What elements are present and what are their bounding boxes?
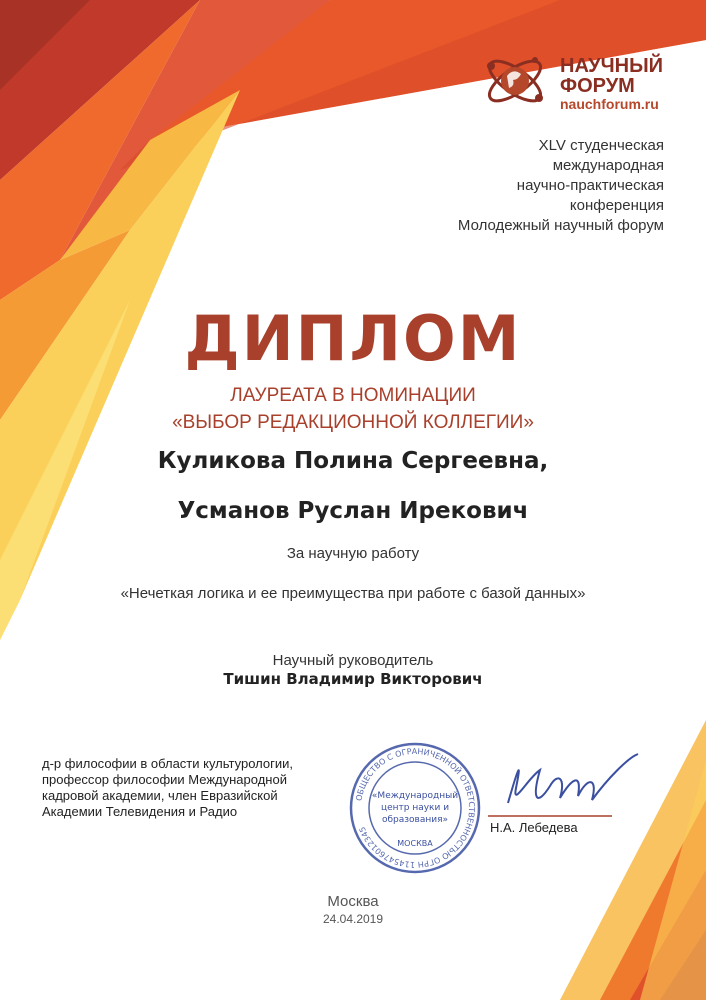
credentials-line: д-р философии в области культурологии, xyxy=(42,756,293,771)
svg-text:центр науки и: центр науки и xyxy=(380,803,450,813)
svg-text:«Международный: «Международный xyxy=(371,791,459,801)
conference-line: Молодежный научный форум xyxy=(457,217,664,234)
conference-line: XLV студенческая xyxy=(538,137,664,154)
supervisor-label: Научный руководитель xyxy=(272,652,434,669)
recipient-name: Куликова Полина Сергеевна, xyxy=(157,448,549,474)
svg-text:ОБЩЕСТВО С ОГРАНИЧЕННОЙ ОТВЕТС: ОБЩЕСТВО С ОГРАНИЧЕННОЙ ОТВЕТСТВЕННОСТЬЮ ОГРН 1145476012345 xyxy=(354,746,477,870)
conference-line: международная xyxy=(552,157,664,174)
recipient-name: Усманов Руслан Ирекович xyxy=(177,498,529,524)
organization-seal xyxy=(347,740,483,876)
credentials-line: профессор философии Международной xyxy=(42,772,287,787)
footer-date: 24.04.2019 xyxy=(322,912,384,926)
conference-line: конференция xyxy=(569,197,664,214)
logo-url: nauchforum.ru xyxy=(560,96,659,112)
signatory-credentials xyxy=(42,756,362,820)
handwritten-signature xyxy=(488,748,648,828)
supervisor-name: Тишин Владимир Викторович xyxy=(223,670,483,688)
conference-line: научно-практическая xyxy=(516,177,664,194)
diploma-title: ДИПЛОМ xyxy=(184,302,522,375)
logo-title xyxy=(560,56,663,96)
svg-text:образования»: образования» xyxy=(381,815,449,825)
svg-text:МОСКВА: МОСКВА xyxy=(397,839,433,848)
conference-info xyxy=(458,136,664,236)
for-label: За научную работу xyxy=(286,545,420,562)
logo-title-line2: ФОРУМ xyxy=(560,75,635,97)
logo-title-line1: НАУЧНЫЙ xyxy=(560,55,664,77)
credentials-line: кадровой академии, член Евразийской xyxy=(42,788,278,803)
diploma-subtitle xyxy=(0,382,706,436)
subtitle-line2: «ВЫБОР РЕДАКЦИОННОЙ КОЛЛЕГИИ» xyxy=(172,412,534,433)
work-title: «Нечеткая логика и ее преимущества при работе с базой данных» xyxy=(120,585,586,602)
subtitle-line1: ЛАУРЕАТА В НОМИНАЦИИ xyxy=(230,385,476,406)
signatory-name: Н.А. Лебедева xyxy=(490,820,578,835)
footer-city: Москва xyxy=(327,893,379,910)
credentials-line: Академии Телевидения и Радио xyxy=(42,804,238,819)
